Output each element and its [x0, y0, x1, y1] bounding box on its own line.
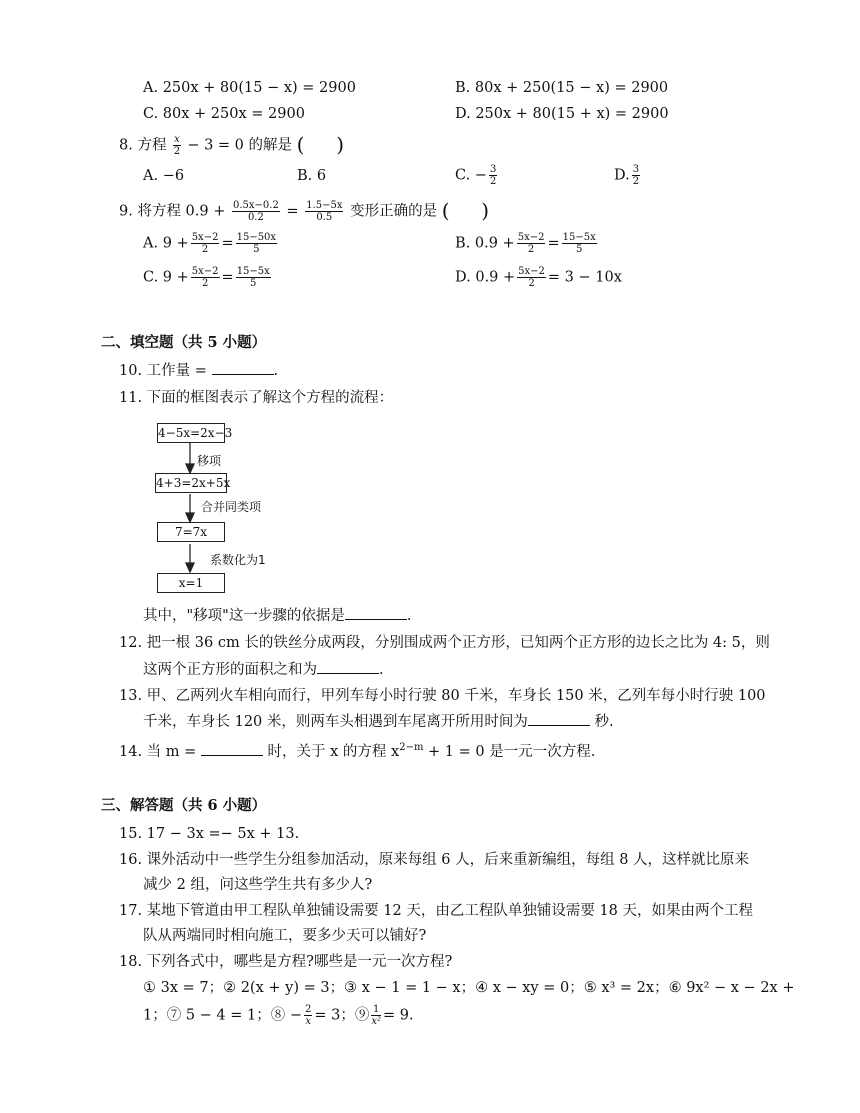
q8-stem [119, 134, 344, 157]
q9-frac2-num: 1.5−5x [306, 200, 343, 211]
q17-line-1: 17. 某地下管道由甲工程队单独铺设需要 12 天，由乙工程队单独铺设需要 18 天，如果由两个工程 [119, 903, 754, 919]
q8-option-d [614, 164, 642, 187]
q18-line3-b: = 3；⑨ [314, 1007, 370, 1024]
q10-prefix: 10. 工作量 = [119, 363, 207, 379]
section-3-title: 三、解答题（共 6 小题） [101, 797, 267, 814]
q12-suffix: . [379, 662, 384, 678]
q8-optc-frac [489, 164, 497, 187]
q9-optc-eq: = [221, 269, 234, 286]
q14-exponent: 2−m [399, 742, 424, 753]
q9-frac1-den: 0.2 [247, 212, 264, 223]
q16-line-1: 16. 课外活动中一些学生分组参加活动，原来每组 6 人，后来重新编组，每组 8 人，这样就比原来 [119, 852, 750, 868]
q10-suffix: . [273, 363, 279, 379]
q9-opta-frac1 [191, 232, 220, 255]
q9-opta-frac2 [236, 232, 277, 255]
q14 [119, 738, 595, 762]
q18-line3-c: = 9. [383, 1007, 414, 1024]
q8-optc-den: 2 [489, 176, 497, 187]
q16-line-2: 减少 2 组，问这些学生共有多少人? [143, 877, 373, 893]
q8-option-c [455, 164, 499, 187]
q9-opta-f1d: 2 [201, 244, 209, 255]
q9-optb-f2n: 15−5x [562, 232, 596, 243]
q9-prefix: 9. 将方程 0.9 + [119, 203, 226, 220]
q9-optb-frac1 [517, 232, 546, 255]
q12-answer-blank[interactable] [317, 659, 379, 674]
q12-line-2 [143, 659, 384, 680]
flowchart-box-1: 4−5x=2x−3 [157, 423, 225, 443]
q10 [119, 360, 278, 381]
q18-frac-1 [304, 1004, 312, 1027]
flowchart-step-1-label: 移项 [197, 454, 222, 468]
q18-line-2: ① 3x = 7；② 2(x + y) = 3；③ x − 1 = 1 − x；④ x − xy = 0；⑤ x³ = 2x；⑥ 9x² − x − 2x + [143, 980, 795, 996]
q9-opta-pre: A. 9 + [143, 235, 189, 252]
q9-optb-f1d: 2 [527, 244, 535, 255]
q14-prefix: 14. 当 m = [119, 743, 197, 760]
q11-question [143, 605, 411, 626]
q9-optc-frac2 [236, 266, 271, 289]
q7-option-b: B. 80x + 250(15 − x) = 2900 [455, 80, 669, 96]
q9-optd-rest: = 3 − 10x [547, 269, 622, 286]
q18-frac1-den: x [305, 1016, 312, 1027]
q9-option-c [143, 266, 273, 289]
q8-frac-num: x [174, 134, 180, 145]
q8-optd-frac [632, 164, 640, 187]
section-2-title: 二、填空题（共 5 小题） [101, 334, 267, 351]
q9-optc-frac1 [191, 266, 220, 289]
q9-optd-pre: D. 0.9 + [455, 269, 516, 286]
q15: 15. 17 − 3x =− 5x + 13. [119, 826, 300, 842]
q8-optd-num: 3 [632, 164, 640, 175]
q9-optc-f1n: 5x−2 [191, 266, 219, 277]
q9-optc-f1d: 2 [201, 278, 209, 289]
q18-line-3 [143, 1004, 414, 1027]
q8-optd-label: D. [614, 167, 630, 184]
q9-option-d [455, 266, 622, 289]
q8-option-a: A. −6 [143, 168, 185, 184]
flowchart-box-2: 4+3=2x+5x [155, 473, 227, 493]
q8-answer-paren: ( ) [296, 132, 345, 157]
q18-line3-a: 1；⑦ 5 − 4 = 1；⑧ − [143, 1007, 303, 1024]
q9-optb-f1n: 5x−2 [517, 232, 545, 243]
q8-fraction [173, 134, 181, 157]
q9-opta-f2d: 5 [253, 244, 260, 255]
q8-optc-num: 3 [489, 164, 497, 175]
q9-opta-f1n: 5x−2 [191, 232, 219, 243]
q13-line-2 [143, 711, 614, 732]
q11-tail-prefix: 其中，"移项"这一步骤的依据是 [143, 608, 345, 624]
q9-optc-f2d: 5 [250, 278, 257, 289]
q9-option-a [143, 232, 279, 255]
q9-optc-f2n: 15−5x [236, 266, 270, 277]
q8-optc-label: C. − [455, 167, 487, 184]
q12-line-1: 12. 把一根 36 cm 长的铁丝分成两段，分别围成两个正方形，已知两个正方形的边长之比为 4: 5，则 [119, 635, 770, 651]
q11-answer-blank[interactable] [345, 605, 407, 620]
q18-frac2-num: 1 [373, 1004, 380, 1015]
q8-option-b: B. 6 [297, 168, 327, 184]
q9-opta-eq: = [221, 235, 234, 252]
q10-answer-blank[interactable] [212, 360, 274, 375]
q9-opta-f2n: 15−50x [236, 232, 277, 243]
q9-stem [119, 200, 489, 223]
q9-optd-frac1 [517, 266, 546, 289]
q8-suffix: − 3 = 0 的解是 [187, 137, 292, 154]
q14-middle: 时，关于 x 的方程 x [262, 743, 400, 760]
q18-frac2-den: x² [371, 1016, 382, 1027]
flowchart-step-2-label: 合并同类项 [201, 500, 262, 514]
q13-answer-blank[interactable] [528, 711, 590, 726]
q9-optb-pre: B. 0.9 + [455, 235, 515, 252]
q7-option-d: D. 250x + 80(15 + x) = 2900 [455, 106, 669, 122]
q18-frac1-num: 2 [305, 1004, 312, 1015]
q9-optd-f1n: 5x−2 [518, 266, 545, 277]
flowchart-box-4: x=1 [157, 573, 225, 593]
flowchart-step-3-label: 系数化为1 [210, 553, 266, 567]
q11-tail-suffix: . [406, 608, 412, 624]
q9-optb-frac2 [562, 232, 597, 255]
q14-answer-blank[interactable] [201, 741, 263, 756]
flowchart-box-3: 7=7x [157, 522, 225, 542]
q18-frac-2 [371, 1004, 381, 1027]
q9-optc-pre: C. 9 + [143, 269, 189, 286]
q17-line-2: 队从两端同时相向施工，要多少天可以铺好? [143, 928, 427, 944]
q14-suffix: + 1 = 0 是一元一次方程. [423, 743, 596, 760]
q7-option-c: C. 80x + 250x = 2900 [143, 106, 305, 122]
q9-answer-paren: ( ) [441, 198, 490, 223]
q13-suffix: 秒. [589, 714, 614, 730]
q13-prefix: 千米，车身长 120 米，则两车头相遇到车尾离开所用时间为 [143, 714, 528, 730]
q9-optb-f2d: 5 [575, 244, 583, 255]
q8-optd-den: 2 [632, 176, 640, 187]
q13-line-1: 13. 甲、乙两列火车相向而行，甲列车每小时行驶 80 千米，车身长 150 米，乙列车每小时行驶 100 [119, 688, 766, 704]
q8-prefix: 8. 方程 [119, 137, 167, 154]
q12-prefix: 这两个正方形的面积之和为 [143, 662, 317, 678]
q18-line-1: 18. 下列各式中，哪些是方程?哪些是一元一次方程? [119, 954, 453, 970]
q11-stem: 11. 下面的框图表示了解这个方程的流程： [119, 390, 394, 406]
q7-option-a: A. 250x + 80(15 − x) = 2900 [143, 80, 356, 96]
q9-optd-f1d: 2 [528, 278, 535, 289]
q9-frac1-num: 0.5x−0.2 [232, 200, 279, 211]
q9-option-b [455, 232, 599, 255]
q9-frac2 [305, 200, 343, 223]
q9-eq: = [286, 203, 299, 220]
q9-frac2-den: 0.5 [316, 212, 333, 223]
q8-frac-den: 2 [173, 146, 181, 157]
q9-frac1 [232, 200, 280, 223]
q9-suffix: 变形正确的是 [350, 203, 438, 220]
q9-optb-eq: = [547, 235, 560, 252]
